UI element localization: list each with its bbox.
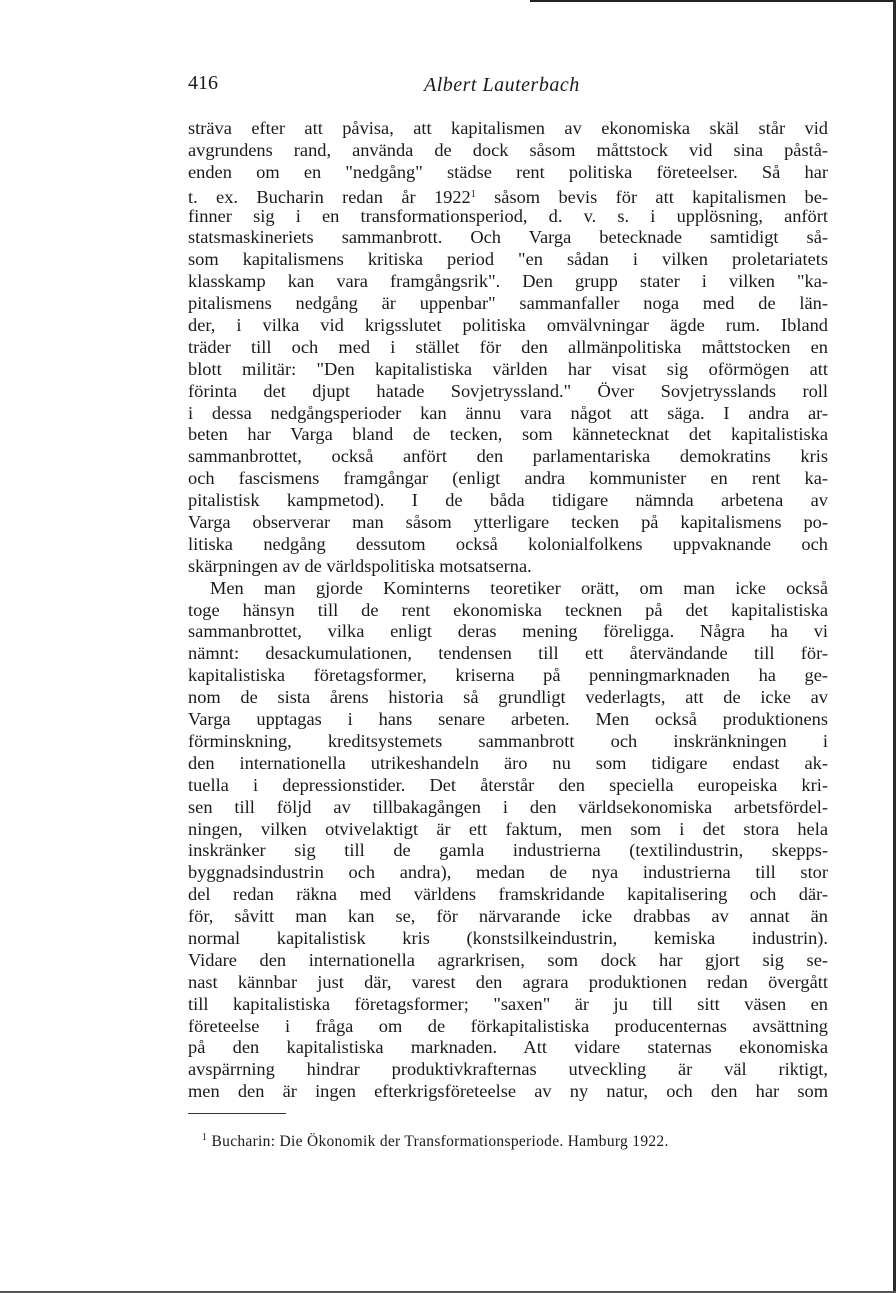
text-line: i dessa nedgångsperioder kan ännu vara något att säga. I andra ar-: [188, 402, 828, 423]
text-line: ningen, vilken otvivelaktigt är ett faktum, men som i det stora hela: [188, 818, 828, 839]
text-segment: t. ex. Bucharin redan år 1922: [188, 186, 471, 207]
page-number: 416: [188, 72, 218, 94]
text-line: kapitalistiska företagsformer, kriserna på penningmarknaden ha ge-: [188, 665, 828, 686]
body-text: [188, 118, 828, 1103]
text-line: som kapitalismens kritiska period "en sådan i vilken proletariatets: [188, 249, 828, 270]
footnote-marker: 1: [202, 1132, 208, 1144]
text-line: och fascismens framgångar (enligt andra kommunister en rent ka-: [188, 468, 828, 489]
running-head: [188, 72, 828, 102]
book-page: [188, 72, 828, 1151]
text-line: byggnadsindustrin och andra), medan de nya industrierna till stor: [188, 862, 828, 883]
text-line: till kapitalistiska företagsformer; "saxen" är ju till sitt väsen en: [188, 993, 828, 1014]
footnote-divider: [188, 1113, 286, 1114]
text-line: sammanbrottet, vilka enligt deras mening föreligga. Några ha vi: [188, 621, 828, 642]
text-line: förminskning, kreditsystemets sammanbrott och inskränkningen i: [188, 730, 828, 751]
text-line: statsmaskineriets sammanbrott. Och Varga betecknade samtidigt så-: [188, 227, 828, 248]
text-line: Men man gjorde Kominterns teoretiker orätt, om man icke också: [210, 577, 828, 598]
text-line: del redan räkna med världens framskridande kapitalisering och där-: [188, 884, 828, 905]
text-line: för, såvitt man kan se, för närvarande icke drabbas av annat än: [188, 906, 828, 927]
text-line: Varga upptagas i hans senare arbeten. Men också produktionens: [188, 709, 828, 730]
text-line: på den kapitalistiska marknaden. Att vidare staternas ekonomiska: [188, 1037, 828, 1058]
footnote: [188, 1128, 828, 1151]
paragraph-2: [188, 578, 828, 1103]
text-line: nämnt: desackumulationen, tendensen till ett återvändande till för-: [188, 643, 828, 664]
text-line: den internationella utrikeshandeln äro nu som tidigare endast ak-: [188, 752, 828, 773]
text-line: toge hänsyn till de rent ekonomiska tecknen på det kapitalistiska: [188, 599, 828, 620]
footnote-reference: 1: [470, 188, 476, 200]
running-title: Albert Lauterbach: [424, 74, 580, 96]
text-line: avgrundens rand, använda de dock såsom måttstock vid sina påstå-: [188, 139, 828, 160]
text-line: nast kännbar just där, varest den agrara produktionen redan övergått: [188, 971, 828, 992]
paragraph-1: [188, 118, 828, 578]
footnote-text: Bucharin: Die Ökonomik der Transformationsperiode. Hamburg 1922.: [211, 1133, 669, 1151]
text-line: litiska nedgång dessutom också kolonialfolkens uppvaknande och: [188, 533, 828, 554]
text-line: enden om en "nedgång" städse rent politiska företeelser. Så har: [188, 161, 828, 182]
text-segment: såsom bevis för att kapitalismen be-: [494, 186, 828, 207]
text-line: normal kapitalistisk kris (konstsilkeindustrin, kemiska industrin).: [188, 927, 828, 948]
text-line: beten har Varga bland de tecken, som kännetecknat det kapitalistiska: [188, 424, 828, 445]
text-line: inskränker sig till de gamla industrierna (textilindustrin, skepps-: [188, 840, 828, 861]
text-line: skärpningen av de världspolitiska motsatserna.: [188, 555, 532, 576]
text-line: pitalismens nedgång är uppenbar" sammanfaller noga med de län-: [188, 293, 828, 314]
text-line: klasskamp kan vara framgångsrik". Den grupp stater i vilken "ka-: [188, 271, 828, 292]
text-line: sträva efter att påvisa, att kapitalismen av ekonomiska skäl står vid: [188, 118, 828, 138]
text-line: Varga observerar man såsom ytterligare tecken på kapitalismens po-: [188, 512, 828, 533]
text-line: blott militär: "Den kapitalistiska världen har visat sig oförmögen att: [188, 358, 828, 379]
text-line: avspärrning hindrar produktivkrafternas utveckling är väl riktigt,: [188, 1059, 828, 1080]
text-line: sammanbrottet, också anfört den parlamentariska demokratins kris: [188, 446, 828, 467]
text-line: finner sig i en transformationsperiod, d. v. s. i upplösning, anfört: [188, 205, 828, 226]
text-line: der, i vilka vid krigsslutet politiska omvälvningar ägde rum. Ibland: [188, 315, 828, 336]
text-line: tuella i depressionstider. Det återstår den speciella europeiska kri-: [188, 774, 828, 795]
text-line: träder till och med i stället för den allmänpolitiska måttstocken en: [188, 336, 828, 357]
scan-edge-top: [530, 0, 896, 2]
text-line: Vidare den internationella agrarkrisen, som dock har gjort sig se-: [188, 949, 828, 970]
text-line: men den är ingen efterkrigsföreteelse av ny natur, och den har som: [188, 1081, 828, 1102]
text-line: nom de sista årens historia så grundligt vederlagts, att de icke av: [188, 687, 828, 708]
text-line: företeelse i fråga om de förkapitalistiska producenternas avsättning: [188, 1015, 828, 1036]
text-line-with-footnote-ref: [188, 184, 828, 206]
text-line: förinta det djupt hatade Sovjetryssland." Över Sovjetrysslands roll: [188, 380, 828, 401]
text-line: sen till följd av tillbakagången i den världsekonomiska arbetsfördel-: [188, 796, 828, 817]
text-line: pitalistisk kampmetod). I de båda tidigare nämnda arbetena av: [188, 490, 828, 511]
